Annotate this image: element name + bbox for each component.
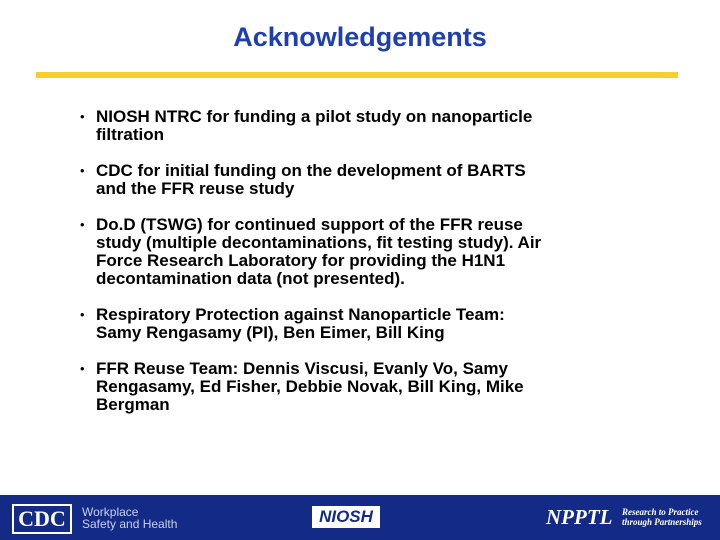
bullet-line: CDC for initial funding on the development of BARTS xyxy=(96,161,526,180)
npptl-logo: NPPTL xyxy=(546,505,613,529)
bullet-dot-icon: • xyxy=(80,163,85,178)
bullet-dot-icon: • xyxy=(80,109,85,124)
bullet-line: Force Research Laboratory for providing the H1N1 xyxy=(96,251,506,270)
cdc-logo: CDC xyxy=(12,504,72,534)
bullet-item xyxy=(80,108,640,144)
bullet-line: Samy Rengasamy (PI), Ben Eimer, Bill King xyxy=(96,323,445,342)
npptl-tag-line2: through Partnerships xyxy=(622,517,702,527)
bullet-line: Rengasamy, Ed Fisher, Debbie Novak, Bill King, Mike xyxy=(96,377,524,396)
workplace-safety-logo xyxy=(82,506,177,530)
bullet-line: Bergman xyxy=(96,395,170,414)
bullet-line: decontamination data (not presented). xyxy=(96,269,405,288)
bullet-line: NIOSH NTRC for funding a pilot study on nanoparticle xyxy=(96,107,533,126)
niosh-logo: NIOSH xyxy=(312,506,380,528)
bullet-item xyxy=(80,216,640,288)
bullet-line: filtration xyxy=(96,125,164,144)
slide-title: Acknowledgements xyxy=(233,22,487,52)
bullet-line: Respiratory Protection against Nanoparticle Team: xyxy=(96,305,505,324)
bullet-item xyxy=(80,360,640,414)
bullet-line: FFR Reuse Team: Dennis Viscusi, Evanly Vo, Samy xyxy=(96,359,508,378)
npptl-tagline xyxy=(622,507,702,527)
bullet-line: study (multiple decontaminations, fit testing study). Air xyxy=(96,233,542,252)
bullet-line: and the FFR reuse study xyxy=(96,179,295,198)
bullet-line: Do.D (TSWG) for continued support of the FFR reuse xyxy=(96,215,523,234)
workplace-line2: Safety and Health xyxy=(82,517,178,531)
bullet-list xyxy=(80,108,640,432)
bullet-dot-icon: • xyxy=(80,361,85,376)
title-underline xyxy=(36,72,678,78)
bullet-item xyxy=(80,306,640,342)
bullet-item xyxy=(80,162,640,198)
bullet-dot-icon: • xyxy=(80,307,85,322)
npptl-tag-line1: Research to Practice xyxy=(622,507,699,517)
footer-band xyxy=(0,495,720,540)
bullet-dot-icon: • xyxy=(80,217,85,232)
workplace-line1: Workplace xyxy=(82,505,139,519)
